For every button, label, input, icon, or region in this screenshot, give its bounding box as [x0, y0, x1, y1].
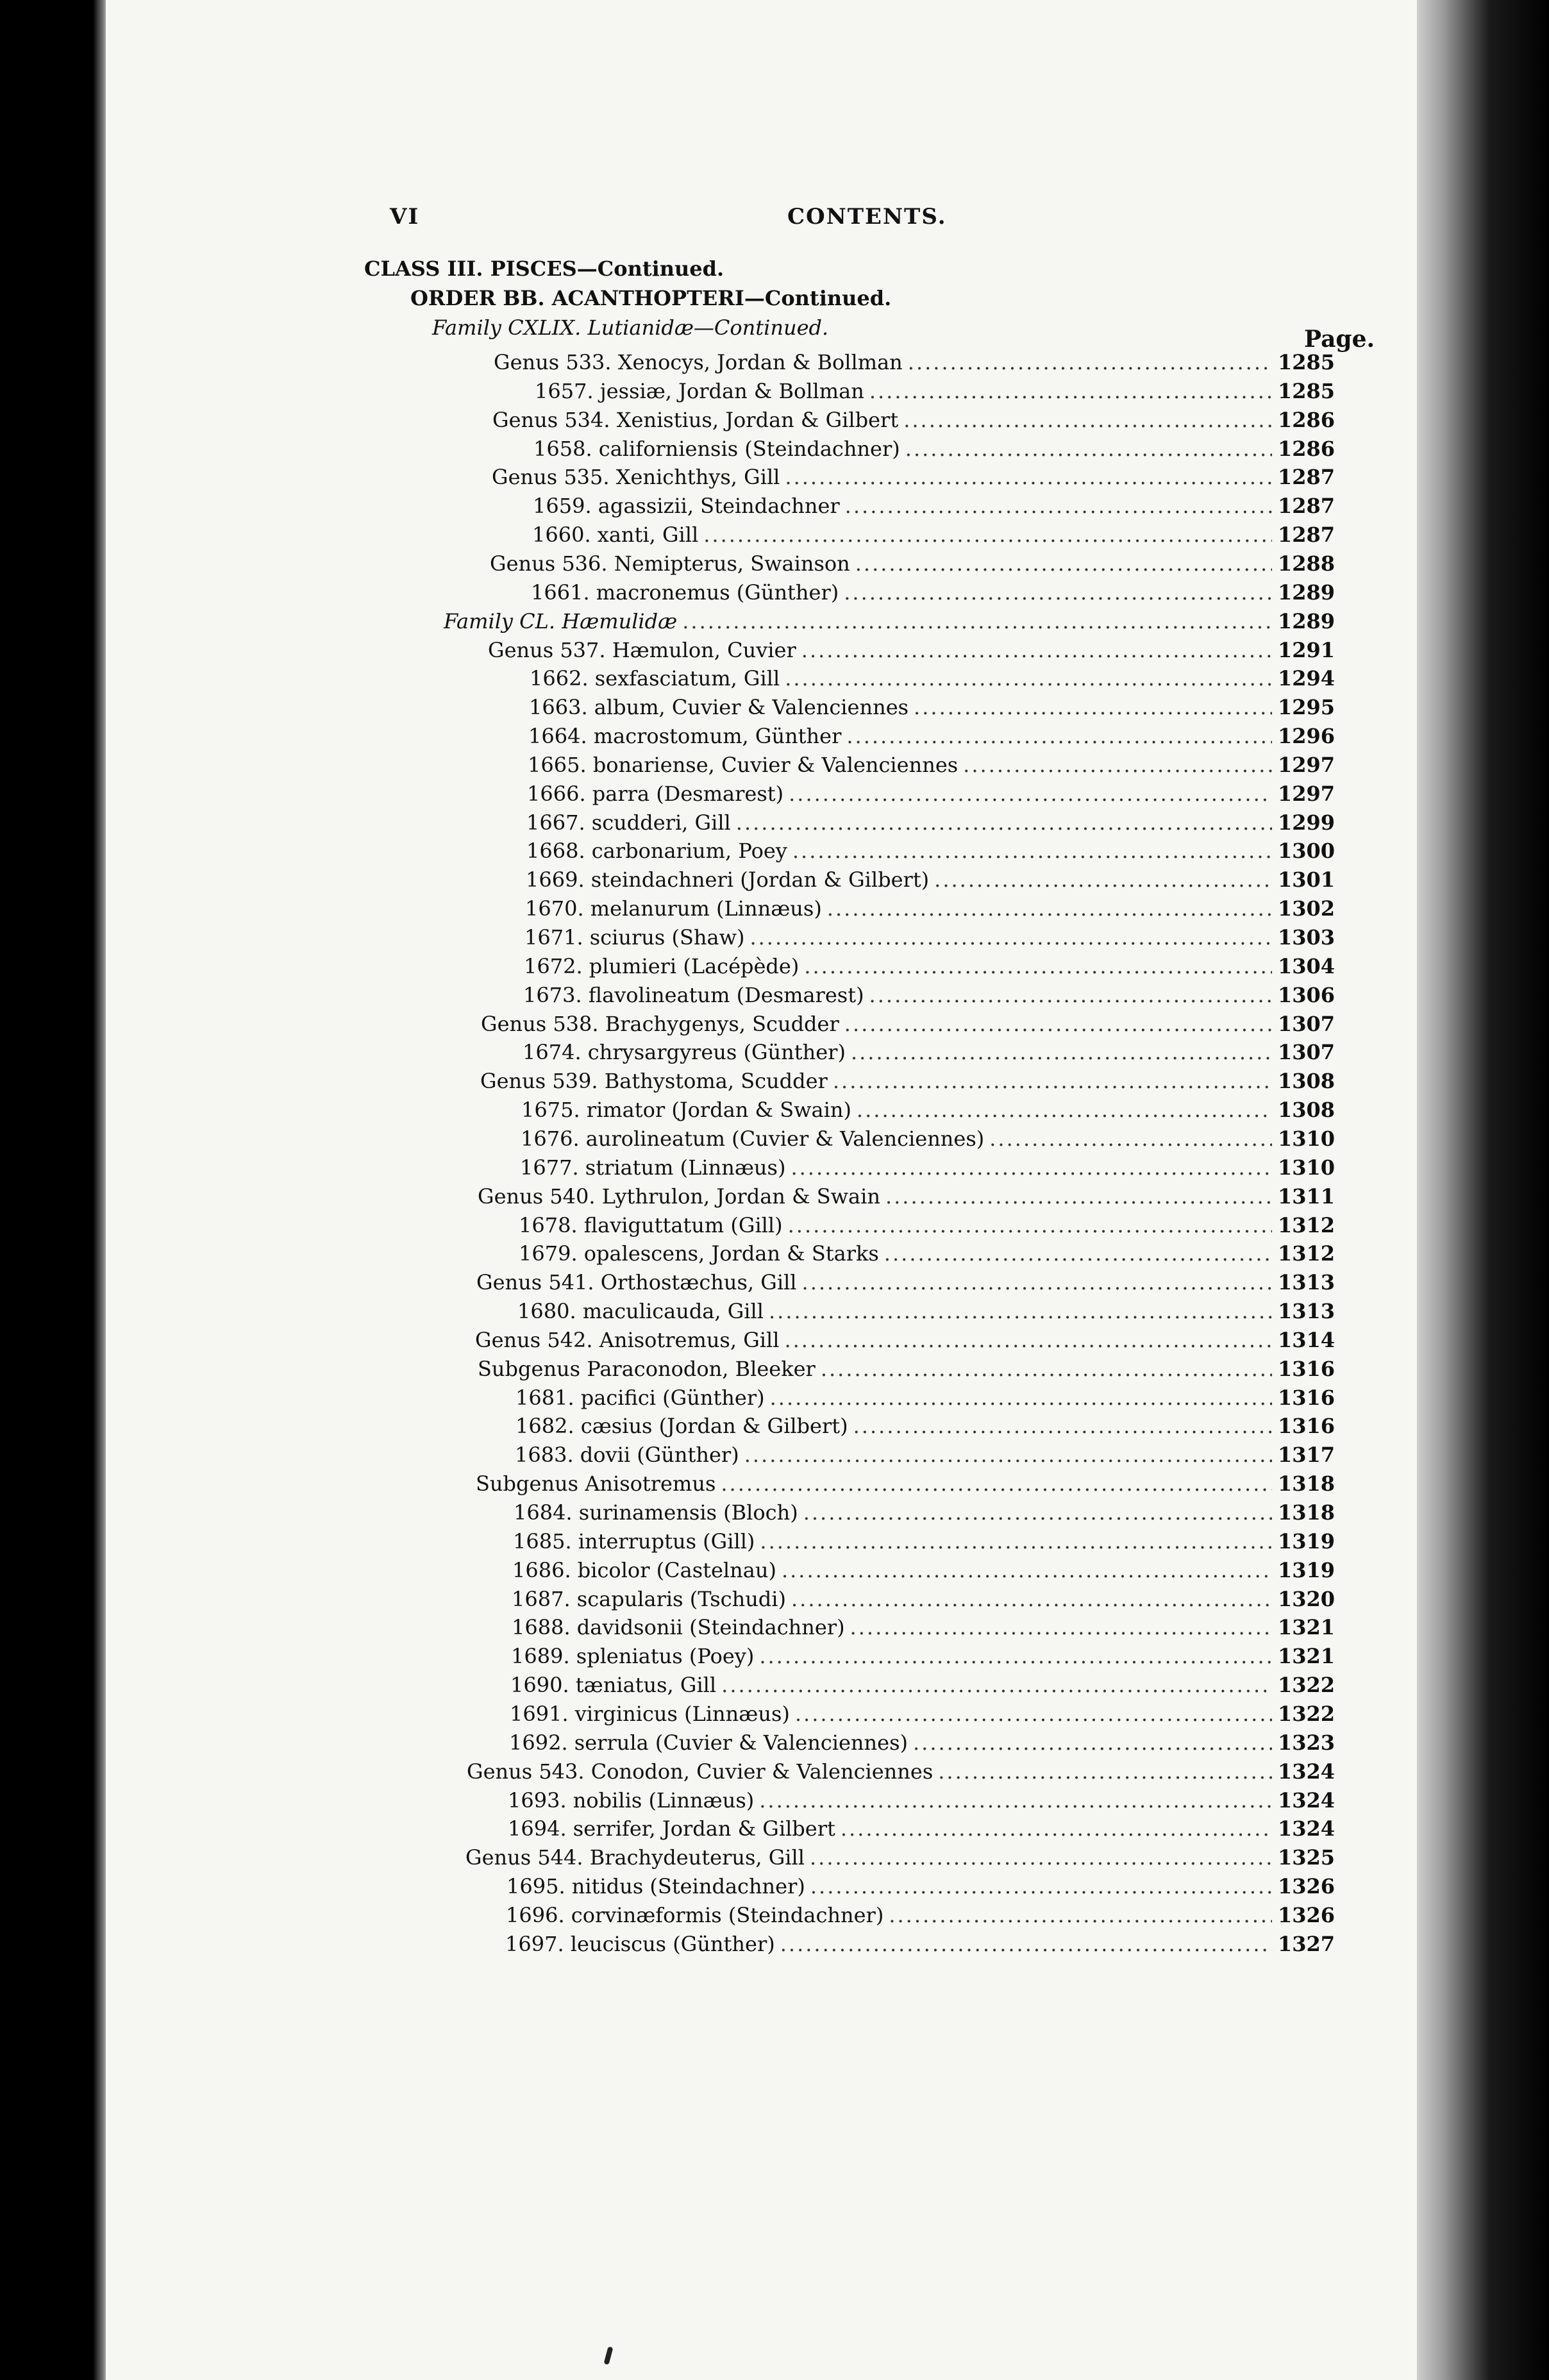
toc-entry [492, 462, 1335, 492]
toc-entry-page: 1302 [1277, 896, 1335, 921]
toc-entry-page: 1303 [1277, 925, 1335, 950]
dot-leader [963, 750, 1272, 780]
toc-entry [465, 1843, 1335, 1872]
toc-entry-title: Genus 541. Orthostæchus, Gill [476, 1270, 797, 1295]
dot-leader [908, 348, 1272, 377]
toc-entry-title: 1687. scapularis (Tschudi) [512, 1587, 786, 1611]
toc-entry-page: 1322 [1277, 1702, 1335, 1726]
toc-entry [494, 348, 1335, 377]
toc-entry-title: Genus 534. Xenistius, Jordan & Gilbert [492, 408, 899, 432]
dot-leader [759, 1786, 1272, 1815]
dot-leader [821, 1354, 1272, 1384]
toc-entry-title: 1672. plumieri (Lacépède) [524, 954, 800, 978]
toc-entry-page: 1297 [1277, 782, 1335, 806]
toc-entry-page: 1319 [1277, 1558, 1335, 1582]
toc-entry [519, 1239, 1335, 1268]
dot-leader [791, 1584, 1272, 1614]
toc-entry-title: 1665. bonariense, Cuvier & Valenciennes [528, 753, 959, 777]
toc-entry [511, 1641, 1335, 1671]
toc-entry-title: 1693. nobilis (Linnæus) [508, 1788, 755, 1813]
toc-entry [476, 1469, 1335, 1498]
dot-leader [844, 578, 1272, 607]
toc-entry-title: Genus 536. Nemipterus, Swainson [490, 551, 850, 576]
toc-entry-title: 1686. bicolor (Castelnau) [512, 1558, 776, 1582]
toc-entry-title: 1661. macronemus (Günther) [531, 580, 839, 605]
toc-entry [520, 1153, 1335, 1182]
dot-leader [749, 923, 1272, 952]
toc-entry-page: 1318 [1277, 1471, 1335, 1496]
toc-entry-title: 1690. tæniatus, Gill [510, 1673, 717, 1697]
toc-entry [508, 1786, 1335, 1815]
dot-leader [905, 434, 1272, 464]
toc-entry [515, 1411, 1335, 1441]
toc-entry-page: 1324 [1277, 1759, 1335, 1784]
toc-entry [510, 1699, 1335, 1729]
toc-entry-page: 1316 [1277, 1414, 1335, 1438]
toc-entry [467, 1757, 1335, 1786]
toc-entry [529, 692, 1335, 722]
toc-entry-title: 1668. carbonarium, Poey [526, 839, 787, 863]
dot-leader [744, 1440, 1272, 1470]
toc-entry-title: Genus 543. Conodon, Cuvier & Valenciennes [467, 1759, 934, 1784]
toc-entry [513, 1527, 1335, 1556]
toc-entry-page: 1297 [1277, 753, 1335, 777]
toc-entry [506, 1900, 1335, 1930]
dot-leader [851, 1037, 1272, 1067]
toc-entry-title: Subgenus Paraconodon, Bleeker [478, 1357, 816, 1381]
toc-entry-page: 1287 [1277, 465, 1335, 489]
toc-entry [512, 1584, 1335, 1614]
toc-entry-title: 1692. serrula (Cuvier & Valenciennes) [509, 1731, 908, 1755]
toc-entry-page: 1319 [1277, 1529, 1335, 1554]
toc-entry-title: 1680. maculicauda, Gill [517, 1299, 764, 1323]
dot-leader [846, 721, 1272, 751]
toc-entry-title: 1670. melanurum (Linnæus) [525, 896, 822, 921]
dot-leader [801, 635, 1272, 665]
toc-entry-title: 1674. chrysargyreus (Günther) [523, 1040, 846, 1064]
toc-entry-title: 1663. album, Cuvier & Valenciennes [529, 695, 909, 719]
toc-entry [510, 1670, 1335, 1700]
toc-entry-page: 1286 [1277, 437, 1335, 461]
toc-entry [481, 1009, 1335, 1039]
dot-leader [810, 1843, 1272, 1872]
toc-entry-title: 1696. corvinæformis (Steindachner) [506, 1903, 884, 1927]
toc-entry-title: 1673. flavolineatum (Desmarest) [523, 983, 864, 1007]
dot-leader [769, 1296, 1272, 1326]
toc-entry [533, 434, 1335, 464]
toc-entry [517, 1296, 1335, 1326]
toc-entry [535, 376, 1335, 406]
toc-entry [525, 894, 1335, 923]
toc-entry-title: 1691. virginicus (Linnæus) [510, 1702, 790, 1726]
toc-entry-title: 1679. opalescens, Jordan & Starks [519, 1241, 879, 1266]
toc-entry [509, 1728, 1335, 1757]
toc-entry [476, 1268, 1335, 1297]
dot-leader [785, 462, 1272, 492]
dot-leader [853, 1411, 1272, 1441]
toc-entry-title: Genus 544. Brachydeuterus, Gill [465, 1845, 805, 1870]
toc-entry [531, 578, 1335, 607]
dot-leader [810, 1872, 1272, 1901]
toc-entry-title: Genus 533. Xenocys, Jordan & Bollman [494, 350, 903, 374]
toc-entry-page: 1317 [1277, 1443, 1335, 1467]
toc-entry-title: 1658. californiensis (Steindachner) [533, 437, 900, 461]
toc-entry-page: 1312 [1277, 1213, 1335, 1237]
toc-entry [490, 549, 1335, 578]
toc-entry-title: 1666. parra (Desmarest) [527, 782, 784, 806]
toc-entry-page: 1322 [1277, 1673, 1335, 1697]
toc-entry [526, 808, 1335, 837]
toc-entry-title: 1683. dovii (Günther) [515, 1443, 739, 1467]
toc-entry-page: 1304 [1277, 954, 1335, 978]
toc-entry [444, 607, 1335, 636]
dot-leader [833, 1066, 1272, 1096]
dot-leader [795, 1699, 1272, 1729]
toc-entry-page: 1321 [1277, 1644, 1335, 1668]
dot-leader [802, 1268, 1272, 1297]
dot-leader [934, 865, 1272, 894]
toc-entry-page: 1326 [1277, 1903, 1335, 1927]
toc-entry [523, 1037, 1335, 1067]
toc-entry-title: 1662. sexfasciatum, Gill [530, 666, 780, 691]
toc-entry-page: 1299 [1277, 810, 1335, 835]
toc-entry [519, 1211, 1335, 1240]
toc-entry-title: 1681. pacifici (Günther) [515, 1386, 765, 1410]
toc-entry [514, 1498, 1335, 1527]
toc-entry-title: 1694. serrifer, Jordan & Gilbert [508, 1816, 835, 1841]
dot-leader [827, 894, 1272, 923]
toc-entry [532, 520, 1335, 549]
toc-entry-page: 1289 [1277, 609, 1335, 633]
toc-entry-title: Genus 540. Lythrulon, Jordan & Swain [478, 1184, 880, 1209]
dot-leader [857, 1095, 1272, 1125]
toc-entry-page: 1324 [1277, 1788, 1335, 1813]
toc-entry-title: 1657. jessiæ, Jordan & Bollman [535, 379, 864, 403]
dot-leader [855, 549, 1272, 578]
toc-entry-page: 1310 [1277, 1155, 1335, 1180]
toc-entry-page: 1307 [1277, 1040, 1335, 1064]
toc-entry-title: 1676. aurolineatum (Cuvier & Valenciennes) [521, 1127, 985, 1151]
toc-entry-title: 1689. spleniatus (Poey) [511, 1644, 755, 1668]
dot-leader [869, 980, 1272, 1010]
dot-leader [989, 1124, 1272, 1153]
dot-leader [903, 405, 1272, 435]
page-column-label: Page. [1304, 326, 1375, 353]
toc-entry-page: 1286 [1277, 408, 1335, 432]
toc-entry-title: Subgenus Anisotremus [476, 1471, 716, 1496]
dot-leader [913, 1728, 1272, 1757]
dot-leader [760, 1527, 1272, 1556]
dot-leader [792, 836, 1272, 866]
toc-entry [507, 1872, 1335, 1901]
dot-leader [884, 1239, 1272, 1268]
toc-entry-title: 1664. macrostomum, Günther [528, 724, 842, 748]
dot-leader [721, 1469, 1272, 1498]
toc-entry [521, 1124, 1335, 1153]
dot-leader [845, 491, 1272, 521]
heading-family: Family CXLIX. Lutianidæ—Continued. [432, 315, 829, 340]
toc-entry [478, 1182, 1335, 1211]
toc-entry-page: 1321 [1277, 1615, 1335, 1639]
toc-entry [521, 1095, 1335, 1125]
toc-entry-title: Genus 537. Hæmulon, Cuvier [488, 638, 796, 662]
dot-leader [721, 1670, 1272, 1700]
toc-entry-page: 1308 [1277, 1069, 1335, 1093]
toc-entry [528, 750, 1335, 780]
dot-leader [759, 1641, 1272, 1671]
toc-entry-page: 1325 [1277, 1845, 1335, 1870]
dot-leader [780, 1929, 1272, 1959]
dot-leader [736, 808, 1272, 837]
toc-entry-page: 1324 [1277, 1816, 1335, 1841]
toc-entry-page: 1314 [1277, 1328, 1335, 1352]
toc-entry [528, 721, 1335, 751]
dot-leader [850, 1613, 1272, 1642]
toc-entry-title: Genus 542. Anisotremus, Gill [475, 1328, 780, 1352]
toc-entry-page: 1316 [1277, 1357, 1335, 1381]
toc-entry-title: Family CL. Hæmulidæ [444, 609, 678, 633]
toc-entry [526, 836, 1335, 866]
toc-entry-page: 1327 [1277, 1932, 1335, 1956]
toc-entry-page: 1296 [1277, 724, 1335, 748]
toc-entry [492, 405, 1335, 435]
toc-entry-page: 1287 [1277, 523, 1335, 547]
dot-leader [869, 376, 1272, 406]
toc-entry-page: 1289 [1277, 580, 1335, 605]
toc-entry [478, 1354, 1335, 1384]
toc-entry [526, 865, 1335, 894]
dot-leader [682, 607, 1272, 636]
toc-entry-page: 1285 [1277, 379, 1335, 403]
toc-entry-page: 1285 [1277, 350, 1335, 374]
toc-entry-page: 1313 [1277, 1299, 1335, 1323]
dot-leader [803, 1498, 1272, 1527]
dot-leader [914, 692, 1272, 722]
toc-entry [530, 664, 1335, 693]
toc-entry [480, 1066, 1335, 1096]
toc-entry-page: 1294 [1277, 666, 1335, 691]
toc-entry [533, 491, 1335, 521]
toc-entry-title: 1671. sciurus (Shaw) [524, 925, 745, 950]
toc-entry-page: 1320 [1277, 1587, 1335, 1611]
toc-entry-page: 1312 [1277, 1241, 1335, 1266]
toc-entry-title: 1675. rimator (Jordan & Swain) [521, 1098, 851, 1122]
dot-leader [789, 779, 1272, 809]
toc-entry-page: 1287 [1277, 494, 1335, 518]
toc-entry-page: 1323 [1277, 1731, 1335, 1755]
toc-entry [505, 1929, 1335, 1959]
toc-entry-page: 1295 [1277, 695, 1335, 719]
toc-entry-page: 1306 [1277, 983, 1335, 1007]
dot-leader [703, 520, 1272, 549]
toc-entry-page: 1316 [1277, 1386, 1335, 1410]
dot-leader [938, 1757, 1272, 1786]
toc-entry [523, 980, 1335, 1010]
toc-entry-page: 1307 [1277, 1012, 1335, 1036]
dot-leader [788, 1211, 1272, 1240]
toc-entry-title: 1685. interruptus (Gill) [513, 1529, 755, 1554]
running-head: CONTENTS. [787, 204, 947, 230]
dot-leader [784, 1325, 1272, 1355]
toc-entry-page: 1291 [1277, 638, 1335, 662]
toc-entry [515, 1440, 1335, 1470]
toc-entry [515, 1383, 1335, 1412]
heading-order: ORDER BB. ACANTHOPTERI—Continued. [410, 286, 892, 310]
toc-entry [512, 1613, 1335, 1642]
toc-entry [524, 923, 1335, 952]
toc-entry-page: 1326 [1277, 1874, 1335, 1898]
toc-entry-title: 1697. leuciscus (Günther) [505, 1932, 775, 1956]
toc-entry-page: 1288 [1277, 551, 1335, 576]
dot-leader [804, 951, 1272, 981]
toc-entry-page: 1310 [1277, 1127, 1335, 1151]
dot-leader [841, 1814, 1272, 1843]
toc-entry-title: Genus 539. Bathystoma, Scudder [480, 1069, 828, 1093]
toc-entry-title: 1682. cæsius (Jordan & Gilbert) [515, 1414, 848, 1438]
dot-leader [782, 1555, 1272, 1585]
dot-leader [785, 664, 1272, 693]
toc-entry-page: 1308 [1277, 1098, 1335, 1122]
dot-leader [791, 1153, 1272, 1182]
toc-entry-title: 1659. agassizii, Steindachner [533, 494, 840, 518]
dot-leader [889, 1900, 1272, 1930]
toc-entry-title: 1660. xanti, Gill [532, 523, 699, 547]
toc-entry-title: 1688. davidsonii (Steindachner) [512, 1615, 845, 1639]
dot-leader [770, 1383, 1272, 1412]
toc-entry-title: Genus 538. Brachygenys, Scudder [481, 1012, 839, 1036]
toc-entry [488, 635, 1335, 665]
toc-entry [527, 779, 1335, 809]
folio-number: VI [390, 204, 420, 230]
toc-entry-title: 1677. striatum (Linnæus) [520, 1155, 786, 1180]
dot-leader [885, 1182, 1272, 1211]
dot-leader [844, 1009, 1272, 1039]
toc-entry-page: 1301 [1277, 867, 1335, 892]
toc-entry-title: 1669. steindachneri (Jordan & Gilbert) [526, 867, 930, 892]
toc-entry [512, 1555, 1335, 1585]
toc-entry [475, 1325, 1335, 1355]
toc-entry [508, 1814, 1335, 1843]
toc-entry-page: 1300 [1277, 839, 1335, 863]
heading-class: CLASS III. PISCES—Continued. [364, 256, 724, 281]
toc-entry [524, 951, 1335, 981]
toc-entry-page: 1311 [1277, 1184, 1335, 1209]
toc-entry-page: 1318 [1277, 1500, 1335, 1525]
toc-entry-title: Genus 535. Xenichthys, Gill [492, 465, 780, 489]
toc-entry-title: 1684. surinamensis (Bloch) [514, 1500, 798, 1525]
toc-entry-title: 1695. nitidus (Steindachner) [507, 1874, 805, 1898]
toc-entry-title: 1678. flaviguttatum (Gill) [519, 1213, 783, 1237]
toc-entry-page: 1313 [1277, 1270, 1335, 1295]
toc-entry-title: 1667. scudderi, Gill [526, 810, 731, 835]
